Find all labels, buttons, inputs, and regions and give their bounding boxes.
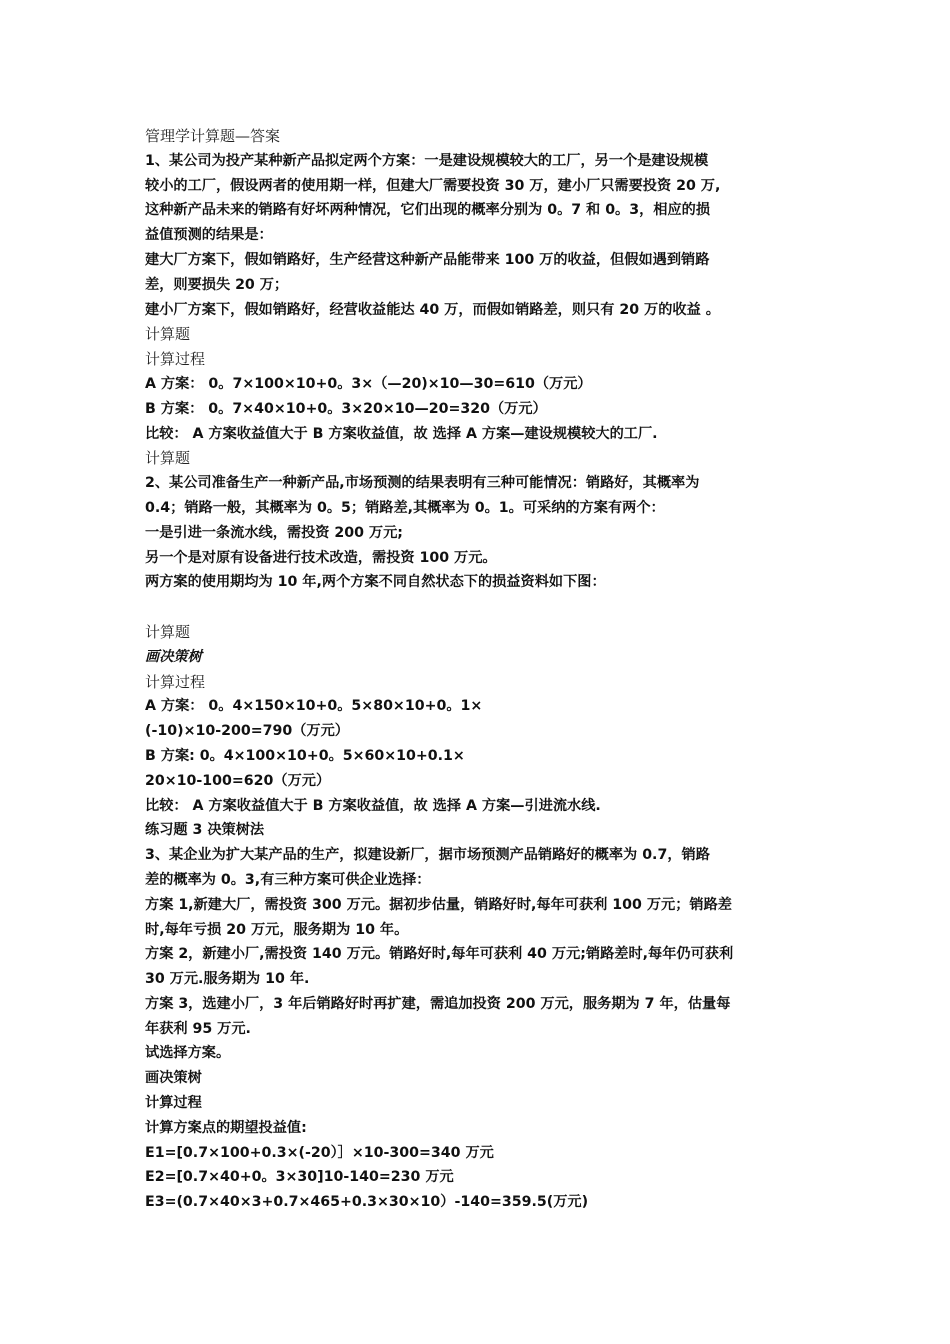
q3-plan2-line: 30 万元.服务期为 10 年.: [145, 971, 310, 988]
q1-b-plan: B 方案： 0。7×40×10+0。3×20×10—20=320（万元）: [145, 400, 547, 417]
q3-plan1-line: 时,每年亏损 20 万元，服务期为 10 年。: [145, 921, 409, 938]
q2-line: 一是引进一条流水线，需投资 200 万元;: [145, 524, 403, 541]
q3-choose: 试选择方案。: [145, 1045, 231, 1062]
q2-heading-calc-2: 计算题: [145, 622, 191, 641]
q2-draw-tree: 画决策树: [145, 648, 202, 665]
q2-line: 两方案的使用期均为 10 年,两个方案不同自然状态下的损益资料如下图：: [145, 574, 606, 591]
q3-statement: [145, 843, 810, 1041]
q2-compare: 比较： A 方案收益值大于 B 方案收益值，故 选择 A 方案—引进流水线.: [145, 797, 601, 814]
q3-plan3-line: 方案 3，选建小厂，3 年后销路好时再扩建，需追加投资 200 万元，服务期为 7 年，估量每: [145, 995, 731, 1012]
q3-line: 差的概率为 0。3,有三种方案可供企业选择：: [145, 871, 431, 888]
q3-heading-process: 计算过程: [145, 1095, 202, 1112]
q2-a-plan-line: A 方案： 0。4×150×10+0。5×80×10+0。1×: [145, 698, 483, 715]
q3-exercise-title: 练习题 3 决策树法: [145, 822, 265, 839]
q2-b-plan-line: 20×10-100=620（万元）: [145, 772, 331, 789]
q3-e3: E3=(0.7×40×3+0.7×465+0.3×30×10）-140=359.5(万元): [145, 1194, 589, 1211]
q1-a-plan: A 方案： 0。7×100×10+0。3×（—20)×10—30=610（万元）: [145, 375, 592, 392]
q3-plan3-line: 年获利 95 万元.: [145, 1020, 251, 1037]
q3-draw-tree: 画决策树: [145, 1070, 202, 1087]
blank-line: [145, 595, 810, 620]
q1-line: 这种新产品未来的销路有好坏两种情况，它们出现的概率分别为 0。7 和 0。3，相应的损: [145, 202, 711, 219]
q1-compare: 比较： A 方案收益值大于 B 方案收益值，故 选择 A 方案—建设规模较大的工厂.: [145, 425, 658, 442]
q2-line: 0.4；销路一般，其概率为 0。5；销路差,其概率为 0。1。可采纳的方案有两个：: [145, 499, 665, 516]
q1-line: 较小的工厂，假设两者的使用期一样，但建大厂需要投资 30 万，建小厂只需要投资 20 万,: [145, 177, 721, 194]
q2-heading-calc: 计算题: [145, 449, 191, 468]
q1-statement: [145, 149, 810, 323]
document-body: [145, 124, 810, 1215]
q1-small-plant-line: 建小厂方案下，假如销路好，经营收益能达 40 万，而假如销路差，则只有 20 万的收益 。: [145, 301, 720, 318]
q2-b-plan-line: B 方案: 0。4×100×10+0。5×60×10+0.1×: [145, 747, 465, 764]
q2-statement: [145, 471, 810, 595]
q3-e1: E1=[0.7×100+0.3×(-20）］×10-300=340 万元: [145, 1144, 494, 1161]
q1-heading-calc: 计算题: [145, 325, 191, 344]
q3-plan2-line: 方案 2，新建小厂,需投资 140 万元。销路好时,每年可获利 40 万元;销路差时,每年仍可获利: [145, 946, 734, 963]
q2-heading-process: 计算过程: [145, 672, 206, 691]
q3-plan1-line: 方案 1,新建大厂，需投资 300 万元。据初步估量，销路好时,每年可获利 100 万元；销路差: [145, 896, 732, 913]
q2-line: 2、某公司准备生产一种新产品,市场预测的结果表明有三种可能情况：销路好，其概率为: [145, 475, 700, 492]
q2-line: 另一个是对原有设备进行技术改造，需投资 100 万元。: [145, 549, 497, 566]
q2-a-plan-line: (-10)×10-200=790（万元）: [145, 723, 349, 740]
q1-line: 益值预测的结果是：: [145, 227, 273, 244]
q1-heading-process: 计算过程: [145, 350, 206, 369]
q1-big-plant-line: 建大厂方案下，假如销路好，生产经营这种新产品能带来 100 万的收益，但假如遇到销路: [145, 251, 710, 268]
document-title: 管理学计算题—答案: [145, 127, 281, 145]
q1-big-plant-line: 差，则要损失 20 万；: [145, 276, 289, 293]
q3-line: 3、某企业为扩大某产品的生产，拟建设新厂，据市场预测产品销路好的概率为 0.7，销路: [145, 847, 710, 864]
q1-line: 1、某公司为投产某种新产品拟定两个方案：一是建设规模较大的工厂，另一个是建设规模: [145, 152, 709, 169]
q3-e2: E2=[0.7×40+0。3×30]10-140=230 万元: [145, 1169, 454, 1186]
q3-expected-title: 计算方案点的期望投益值:: [145, 1119, 307, 1136]
